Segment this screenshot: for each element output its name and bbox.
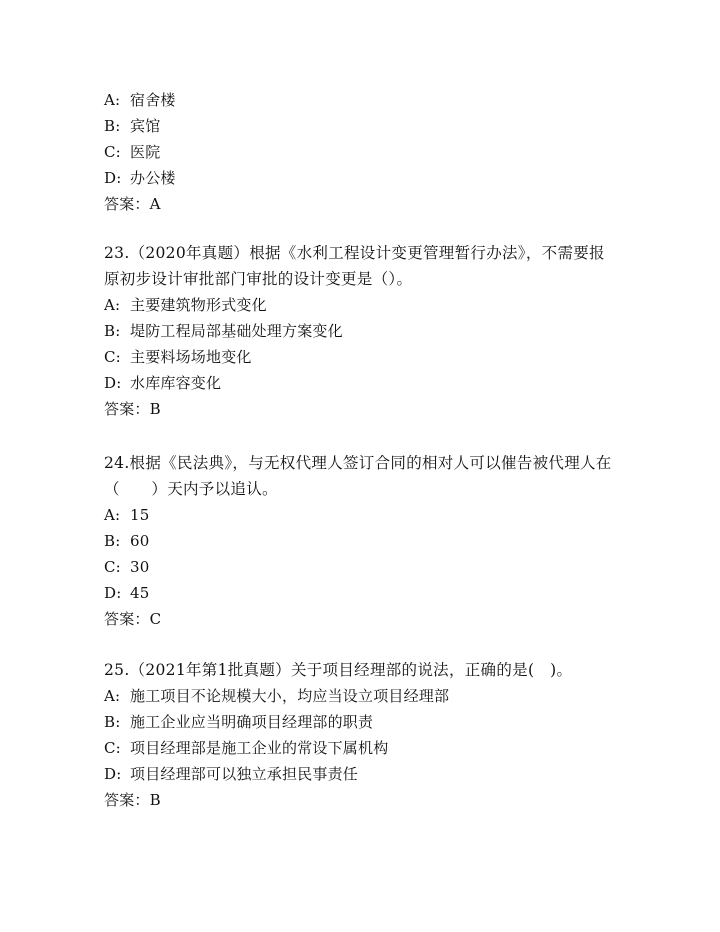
- option-b: [104, 113, 624, 139]
- question-block: [104, 450, 624, 632]
- option-d: [104, 165, 624, 191]
- option-letter: C:: [104, 143, 121, 161]
- option-text: 办公楼: [130, 169, 176, 187]
- option-text: 主要建筑物形式变化: [130, 296, 267, 314]
- option-d: [104, 370, 624, 396]
- option-c: [104, 139, 624, 165]
- option-c: [104, 344, 624, 370]
- option-letter: B:: [104, 713, 121, 731]
- option-text: 堤防工程局部基础处理方案变化: [130, 322, 343, 340]
- option-d: [104, 580, 624, 606]
- option-letter: D:: [104, 169, 122, 187]
- option-text: 30: [130, 558, 150, 576]
- option-text: 宾馆: [130, 117, 161, 135]
- answer-line: 答案：C: [104, 610, 162, 628]
- option-letter: D:: [104, 374, 122, 392]
- question-stem: 23.（2020年真题）根据《水利工程设计变更管理暂行办法》，不需要报原初步设计审批部门审批的设计变更是（）。: [104, 244, 605, 288]
- option-letter: D:: [104, 584, 122, 602]
- option-letter: B:: [104, 117, 121, 135]
- option-letter: C:: [104, 739, 121, 757]
- option-letter: A:: [104, 296, 121, 314]
- option-b: [104, 318, 624, 344]
- option-b: [104, 709, 624, 735]
- option-letter: B:: [104, 322, 121, 340]
- option-text: 宿舍楼: [130, 91, 176, 109]
- option-text: 15: [130, 506, 150, 524]
- option-text: 60: [130, 532, 150, 550]
- option-letter: C:: [104, 348, 121, 366]
- question-stem: 25.（2021年第1批真题）关于项目经理部的说法，正确的是( )。: [104, 661, 573, 679]
- option-text: 水库库容变化: [130, 374, 222, 392]
- option-text: 施工项目不论规模大小，均应当设立项目经理部: [130, 687, 450, 705]
- option-b: [104, 528, 624, 554]
- option-letter: C:: [104, 558, 121, 576]
- question-block: [104, 87, 624, 217]
- option-a: [104, 87, 624, 113]
- option-text: 医院: [130, 143, 161, 161]
- option-c: [104, 735, 624, 761]
- option-text: 施工企业应当明确项目经理部的职责: [130, 713, 374, 731]
- option-c: [104, 554, 624, 580]
- option-letter: A:: [104, 91, 121, 109]
- question-block: [104, 240, 624, 422]
- option-letter: A:: [104, 687, 121, 705]
- option-letter: A:: [104, 506, 121, 524]
- option-a: [104, 292, 624, 318]
- answer-line: 答案：B: [104, 400, 161, 418]
- option-text: 45: [130, 584, 150, 602]
- option-text: 项目经理部是施工企业的常设下属机构: [130, 739, 389, 757]
- question-stem: 24.根据《民法典》，与无权代理人签订合同的相对人可以催告被代理人在（ ）天内予以追认。: [104, 454, 612, 498]
- question-block: [104, 657, 624, 813]
- option-d: [104, 761, 624, 787]
- option-letter: D:: [104, 765, 122, 783]
- answer-line: 答案：B: [104, 791, 161, 809]
- option-text: 项目经理部可以独立承担民事责任: [130, 765, 359, 783]
- option-letter: B:: [104, 532, 121, 550]
- option-text: 主要料场场地变化: [130, 348, 252, 366]
- answer-line: 答案：A: [104, 195, 161, 213]
- option-a: [104, 683, 624, 709]
- option-a: [104, 502, 624, 528]
